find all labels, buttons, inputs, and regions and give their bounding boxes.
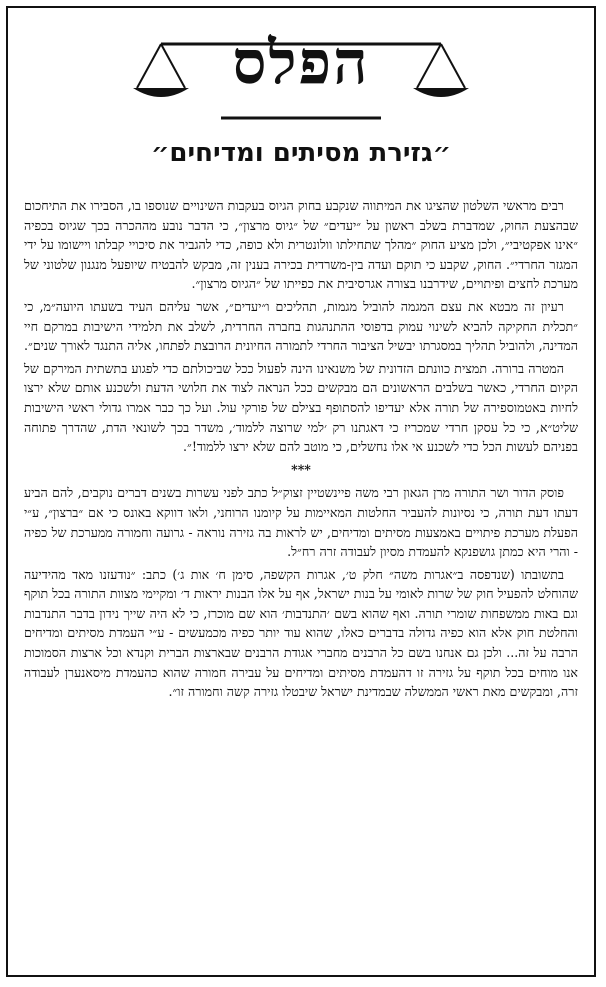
paragraph: בתשובתו (שנדפסה ב״אגרות משה״ חלק ט׳, אגרות הקשפה, סימן ח׳ אות ג׳) כתב: ״נודעזנו מאד מהידיעה שהוחלט להפעיל חוק של שרות לאומי על בנות ישראל, אף על אלו הבנות יראות ד׳ ומקיימי מצוות התורה בכל תוקף וגם באות ממשפחות שומרי תורה. ואף שהוא בשם ׳התנדבות׳ הוא שם מוכרז, כי לא היה שייך נידון בדבר התנדבות והחלטת חוק אלא הוא כפיה גדולה בדברים כאלו, שהוא עוד יותר כפיה מכמעשים - ע״י העמדת מסיתים ומדיחים הרבה על זה... ולכן גם אנחנו בשם כל הרבנים מחברי אגודת הרבנים שבארצות הברית וקנדא וכל ארצות הסמוכות אנו מוחים בכל תוקף על גזירה זו דהעמדת מסיתים ומדיחים על עבירה חמורה שהוא כהעמדת מיסאנערן לעבודה זרה, ומבקשים מאת ראשי הממשלה שבמדינת ישראל שיבטלו גזירה קשה וחמורה זו״.: [24, 566, 578, 700]
paragraph: המטרה ברורה. תמצית כוונתם הזדונית של משנאינו הינה לפעול ככל שביכולתם כדי לפגוע בתשתית המירקם של הקיום החרדי, כאשר בשלבים הראשונים הם מבקשים ככל הנראה לצוד את חלושי הדעת ולשכנע אותם שלא ירצו לחיות באטמוספירה של תורה אלא יעדיפו להסתופף בצילם של פורקי עול. ועל כך כבר אמרו גדולי ראשי הישיבות שליט״א, כי כל עסקן חרדי שמכריז כי דאגתנו רק ׳למי שרוצה ללמוד׳, משדר בכך לשונאי הדת, שהדרך פתוחה בפניהם לעשות הכל כדי לשכנע אי אלו נחשלים, כי מוטב להם שלא ירצו ללמוד!״.: [24, 360, 578, 455]
paragraph: רבים מראשי השלטון שהציגו את המיתווה שנקבע בחוק הגיוס בעקבות השינויים שנוספו בו, הסבירו את התיחכום שבהצעת החוק, שמדברת בשלב ראשון על ״יעדים״ של ״גיוס מרצון״, כי הדבר נובע מההכרה בכך שגיוס בכפיה ״אינו אפקטיבי״, ולכן מציע החוק ״מהלך שתחילתו וולונטרית ולא כופה, כדי להגביר את סיכויי קבלתו ויישומו על ידי המגזר החרדי״. החוק, שקבע כי תוקם ועדה בין-משרדית בכירה בענין זה, מבקש להבטיח שיופעל מנגנון שלטוני של מערכת לחצים ופיתויים, שידרבנו בצורה אגרסיבית את כפייתו של ״הגיוס מרצון״.: [24, 198, 578, 292]
logo-wordmark: הפלס: [232, 28, 370, 98]
section-divider: ***: [291, 461, 311, 477]
paragraph: רעיון זה מבטא את עצם המגמה להוביל מגמות, תהליכים ו״יעדים״, אשר עליהם העיד בשעתו היועה״מ, כי ״תכלית החקיקה להביא לשינוי עמוק בדפוסי ההתנהגות בחברה החרדית, לשלב את תלמידי הישיבות במרקם חיי המדינה, ולהוביל תהליך במסגרתו יבשיל הציבור החרדי לתמורה החיונית הרובצת לפתחו, אליה התנגד לאורך שנים״.: [24, 298, 578, 354]
article-frame: [6, 6, 596, 977]
article-body: [24, 196, 578, 705]
paragraph: פוסק הדור ושר התורה מרן הגאון רבי משה פיינשטיין זצוק״ל כתב לפני עשרות בשנים דברים נוקבים, להם הביע דעתו דעת תורה, כי נסיונות להעביר החלטות המאיימות על קיומנו הרוחני, ולאו דווקא באונס כי אם ״ברצון״, ע״י הפעלת מערכת פיתויים באמצעות מסיתים ומדיחים, יש לראות בה גזירה נוראה - גרועה וחמורה ממערכת של כפיה - והרי היא כמתן גושפנקא להעמדת מסיון לעבודה זרה רח״ל.: [24, 485, 578, 560]
masthead: [8, 22, 594, 122]
article-title: ״גזירת מסיתים ומדיחים״: [150, 138, 452, 168]
